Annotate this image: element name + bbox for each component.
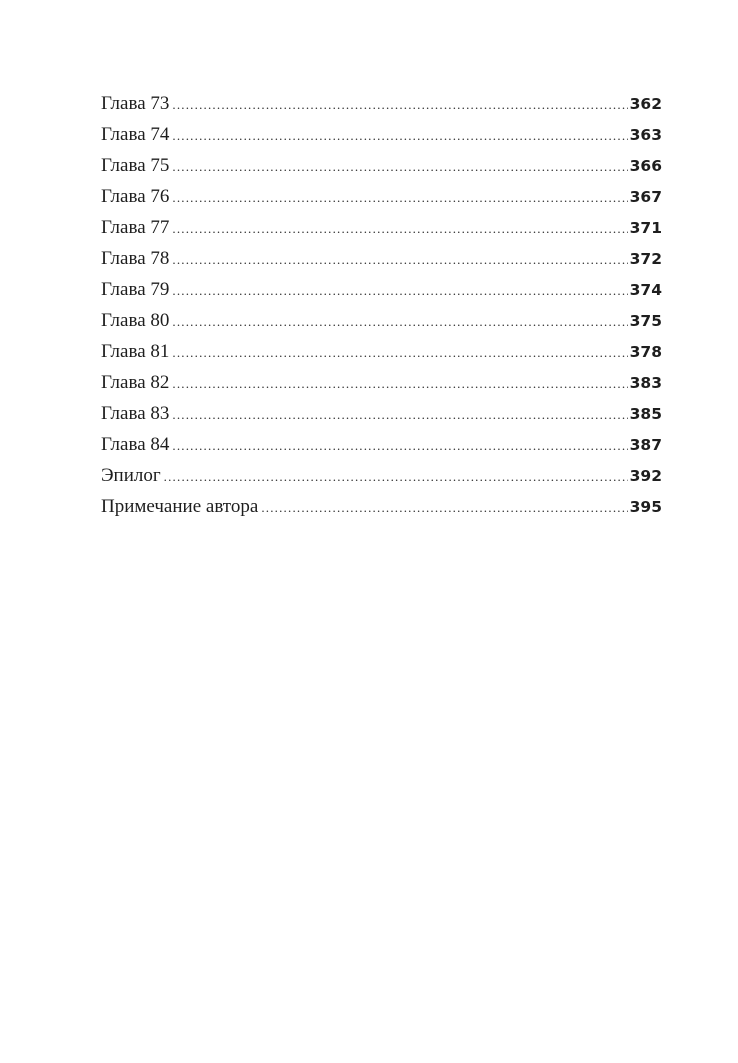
table-of-contents [101,88,662,522]
toc-entry-page: 378 [629,343,662,361]
dot-leader [172,306,627,336]
toc-entry[interactable] [101,88,662,119]
toc-entry-title: Глава 76 [101,186,170,207]
toc-entry-page: 395 [629,498,662,516]
toc-entry-page: 371 [629,219,662,237]
toc-entry[interactable] [101,491,662,522]
toc-entry-title: Глава 75 [101,155,170,176]
dot-leader [172,399,627,429]
toc-entry-title: Глава 82 [101,372,170,393]
toc-entry[interactable] [101,212,662,243]
toc-entry-title: Примечание автора [101,496,259,517]
dot-leader [172,89,627,119]
toc-entry-page: 362 [629,95,662,113]
toc-entry[interactable] [101,181,662,212]
toc-entry[interactable] [101,274,662,305]
toc-entry-title: Глава 79 [101,279,170,300]
toc-entry-page: 375 [629,312,662,330]
toc-entry[interactable] [101,398,662,429]
dot-leader [172,275,627,305]
toc-entry-title: Глава 83 [101,403,170,424]
toc-entry-page: 363 [629,126,662,144]
toc-entry-title: Глава 80 [101,310,170,331]
dot-leader [172,430,627,460]
toc-entry-title: Глава 84 [101,434,170,455]
toc-entry-page: 372 [629,250,662,268]
dot-leader [172,337,627,367]
toc-entry-page: 374 [629,281,662,299]
toc-entry[interactable] [101,429,662,460]
toc-entry[interactable] [101,119,662,150]
toc-entry[interactable] [101,460,662,491]
toc-entry-title: Эпилог [101,465,161,486]
dot-leader [172,244,627,274]
toc-entry-title: Глава 78 [101,248,170,269]
toc-entry[interactable] [101,150,662,181]
toc-entry-title: Глава 81 [101,341,170,362]
toc-entry-page: 392 [629,467,662,485]
dot-leader [261,492,627,522]
dot-leader [172,213,627,243]
dot-leader [172,182,627,212]
dot-leader [172,151,627,181]
toc-entry-title: Глава 77 [101,217,170,238]
toc-entry[interactable] [101,305,662,336]
toc-entry-title: Глава 74 [101,124,170,145]
toc-entry-page: 385 [629,405,662,423]
toc-entry-page: 367 [629,188,662,206]
toc-entry[interactable] [101,367,662,398]
toc-entry-page: 383 [629,374,662,392]
toc-entry[interactable] [101,243,662,274]
dot-leader [172,368,627,398]
toc-entry-page: 366 [629,157,662,175]
dot-leader [172,120,627,150]
toc-entry-page: 387 [629,436,662,454]
dot-leader [164,461,628,491]
toc-entry-title: Глава 73 [101,93,170,114]
toc-entry[interactable] [101,336,662,367]
